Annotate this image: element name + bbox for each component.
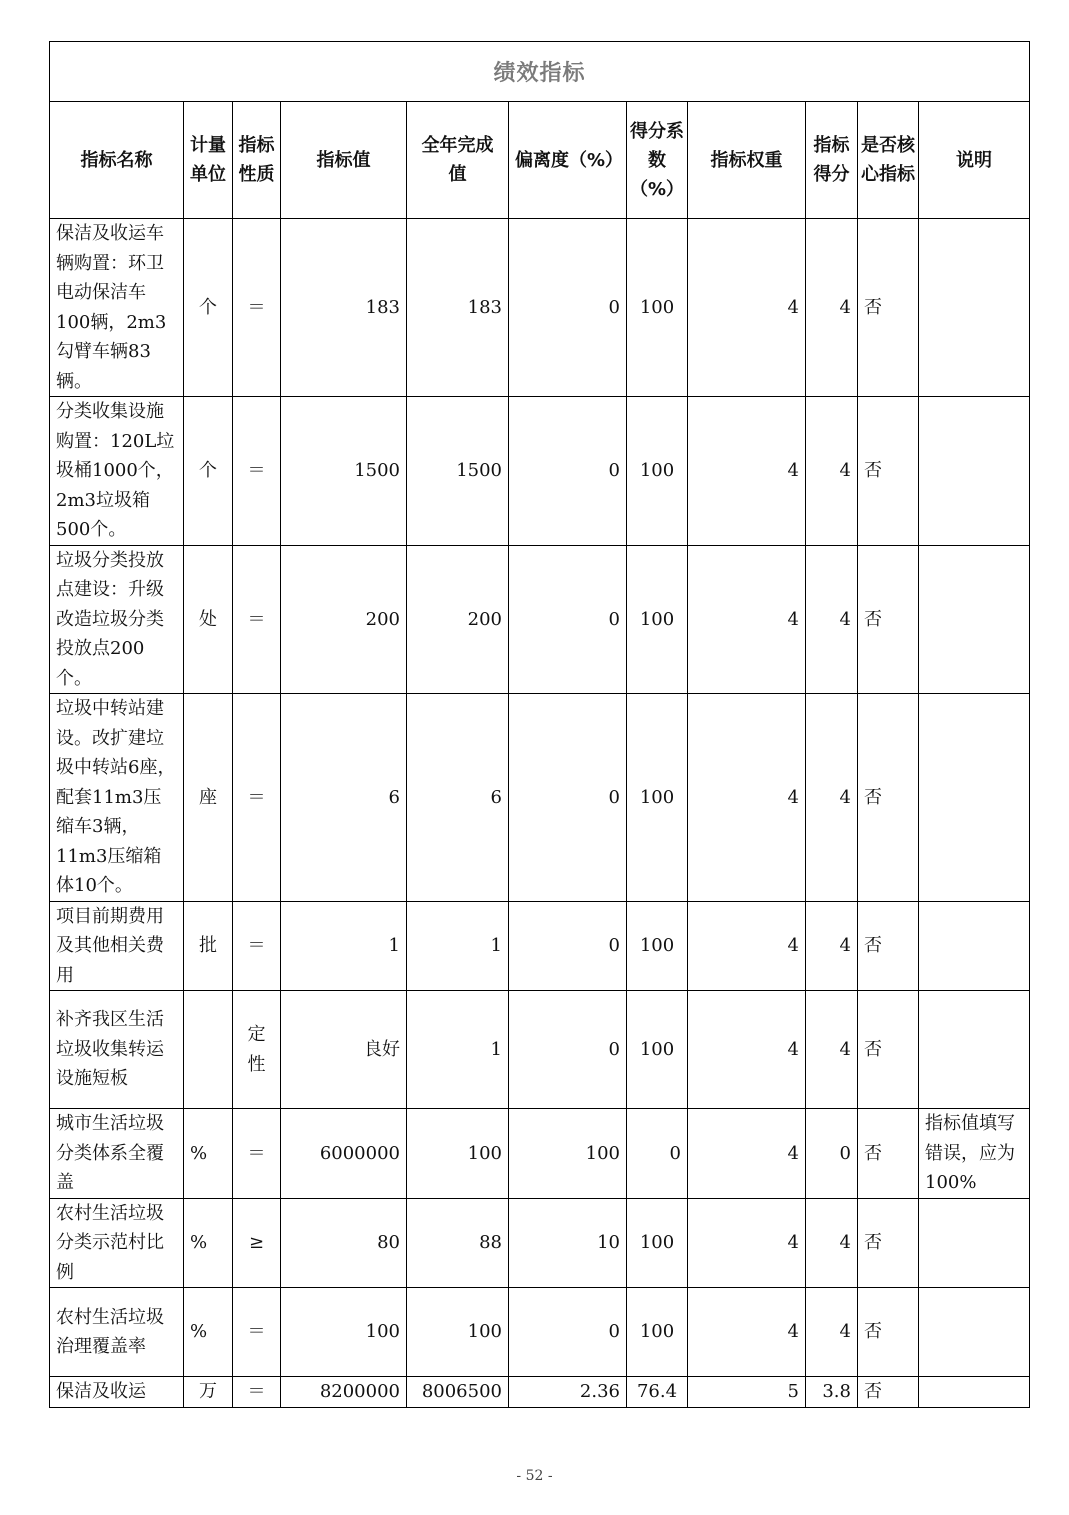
header-note: 说明 bbox=[919, 102, 1030, 219]
cell-actual: 183 bbox=[407, 219, 509, 397]
cell-coef: 100 bbox=[627, 694, 688, 902]
cell-note bbox=[919, 545, 1030, 694]
cell-core: 否 bbox=[858, 694, 919, 902]
cell-core: 否 bbox=[858, 901, 919, 991]
table-row bbox=[50, 1288, 1030, 1377]
cell-deviation: 0 bbox=[509, 694, 627, 902]
cell-unit: 处 bbox=[184, 545, 233, 694]
cell-target: 200 bbox=[281, 545, 407, 694]
cell-actual: 100 bbox=[407, 1109, 509, 1199]
cell-actual: 1500 bbox=[407, 397, 509, 546]
header-core: 是否核心指标 bbox=[858, 102, 919, 219]
cell-unit: % bbox=[184, 1198, 233, 1288]
cell-name: 农村生活垃圾分类示范村比例 bbox=[50, 1198, 184, 1288]
cell-coef: 100 bbox=[627, 219, 688, 397]
cell-target: 100 bbox=[281, 1288, 407, 1377]
cell-score: 4 bbox=[806, 694, 858, 902]
cell-score: 4 bbox=[806, 991, 858, 1109]
cell-weight: 5 bbox=[688, 1377, 806, 1408]
cell-nature: ＝ bbox=[233, 1288, 281, 1377]
cell-note bbox=[919, 1288, 1030, 1377]
header-coef: 得分系数（%） bbox=[627, 102, 688, 219]
header-weight: 指标权重 bbox=[688, 102, 806, 219]
cell-coef: 100 bbox=[627, 991, 688, 1109]
cell-target: 1 bbox=[281, 901, 407, 991]
cell-weight: 4 bbox=[688, 901, 806, 991]
cell-actual: 1 bbox=[407, 991, 509, 1109]
cell-name: 垃圾中转站建设。改扩建垃圾中转站6座，配套11m3压缩车3辆，11m3压缩箱体10个。 bbox=[50, 694, 184, 902]
cell-name: 农村生活垃圾治理覆盖率 bbox=[50, 1288, 184, 1377]
cell-unit: 个 bbox=[184, 397, 233, 546]
cell-actual: 6 bbox=[407, 694, 509, 902]
cell-note bbox=[919, 1377, 1030, 1408]
cell-coef: 100 bbox=[627, 1288, 688, 1377]
cell-note bbox=[919, 1198, 1030, 1288]
cell-core: 否 bbox=[858, 1109, 919, 1199]
cell-unit: 个 bbox=[184, 219, 233, 397]
cell-nature: ＝ bbox=[233, 1109, 281, 1199]
cell-deviation: 0 bbox=[509, 901, 627, 991]
cell-actual: 200 bbox=[407, 545, 509, 694]
page-number: - 52 - bbox=[516, 1468, 553, 1484]
cell-weight: 4 bbox=[688, 1288, 806, 1377]
cell-name: 城市生活垃圾分类体系全覆盖 bbox=[50, 1109, 184, 1199]
table-row bbox=[50, 219, 1030, 397]
cell-score: 4 bbox=[806, 545, 858, 694]
cell-coef: 100 bbox=[627, 901, 688, 991]
table-row bbox=[50, 545, 1030, 694]
cell-target: 6 bbox=[281, 694, 407, 902]
cell-target: 80 bbox=[281, 1198, 407, 1288]
cell-nature: ＝ bbox=[233, 694, 281, 902]
cell-coef: 100 bbox=[627, 1198, 688, 1288]
cell-unit: 座 bbox=[184, 694, 233, 902]
cell-score: 0 bbox=[806, 1109, 858, 1199]
cell-target: 183 bbox=[281, 219, 407, 397]
cell-coef: 100 bbox=[627, 545, 688, 694]
header-unit: 计量单位 bbox=[184, 102, 233, 219]
cell-weight: 4 bbox=[688, 397, 806, 546]
cell-deviation: 10 bbox=[509, 1198, 627, 1288]
table-body bbox=[50, 219, 1030, 1408]
cell-actual: 100 bbox=[407, 1288, 509, 1377]
cell-actual: 8006500 bbox=[407, 1377, 509, 1408]
cell-note: 指标值填写错误，应为100% bbox=[919, 1109, 1030, 1199]
table-row bbox=[50, 1198, 1030, 1288]
cell-deviation: 100 bbox=[509, 1109, 627, 1199]
header-name: 指标名称 bbox=[50, 102, 184, 219]
cell-actual: 88 bbox=[407, 1198, 509, 1288]
cell-weight: 4 bbox=[688, 991, 806, 1109]
cell-unit: % bbox=[184, 1288, 233, 1377]
cell-name: 垃圾分类投放点建设：升级改造垃圾分类投放点200个。 bbox=[50, 545, 184, 694]
header-nature: 指标性质 bbox=[233, 102, 281, 219]
cell-nature: ＝ bbox=[233, 397, 281, 546]
cell-weight: 4 bbox=[688, 545, 806, 694]
cell-note bbox=[919, 397, 1030, 546]
cell-unit: 万 bbox=[184, 1377, 233, 1408]
cell-nature: ＝ bbox=[233, 545, 281, 694]
performance-indicator-table bbox=[49, 41, 1030, 1408]
cell-deviation: 2.36 bbox=[509, 1377, 627, 1408]
cell-unit: % bbox=[184, 1109, 233, 1199]
table-row bbox=[50, 1377, 1030, 1408]
cell-core: 否 bbox=[858, 397, 919, 546]
header-target: 指标值 bbox=[281, 102, 407, 219]
cell-core: 否 bbox=[858, 991, 919, 1109]
cell-deviation: 0 bbox=[509, 1288, 627, 1377]
cell-score: 3.8 bbox=[806, 1377, 858, 1408]
table-row bbox=[50, 991, 1030, 1109]
header-deviation: 偏离度（%） bbox=[509, 102, 627, 219]
table-row bbox=[50, 1109, 1030, 1199]
cell-nature: ≥ bbox=[233, 1198, 281, 1288]
cell-nature: ＝ bbox=[233, 1377, 281, 1408]
cell-note bbox=[919, 901, 1030, 991]
performance-sheet bbox=[49, 41, 1029, 1408]
cell-name: 补齐我区生活垃圾收集转运设施短板 bbox=[50, 991, 184, 1109]
table-row bbox=[50, 694, 1030, 902]
table-row bbox=[50, 397, 1030, 546]
cell-name: 分类收集设施购置：120L垃圾桶1000个，2m3垃圾箱500个。 bbox=[50, 397, 184, 546]
cell-weight: 4 bbox=[688, 694, 806, 902]
cell-target: 6000000 bbox=[281, 1109, 407, 1199]
cell-unit bbox=[184, 991, 233, 1109]
cell-name: 保洁及收运车辆购置：环卫电动保洁车100辆，2m3勾臂车辆83辆。 bbox=[50, 219, 184, 397]
header-actual: 全年完成值 bbox=[407, 102, 509, 219]
cell-coef: 100 bbox=[627, 397, 688, 546]
cell-core: 否 bbox=[858, 545, 919, 694]
cell-weight: 4 bbox=[688, 1109, 806, 1199]
cell-unit: 批 bbox=[184, 901, 233, 991]
cell-score: 4 bbox=[806, 219, 858, 397]
cell-name: 项目前期费用及其他相关费用 bbox=[50, 901, 184, 991]
cell-score: 4 bbox=[806, 1288, 858, 1377]
cell-note bbox=[919, 991, 1030, 1109]
cell-weight: 4 bbox=[688, 1198, 806, 1288]
cell-core: 否 bbox=[858, 1198, 919, 1288]
cell-core: 否 bbox=[858, 1288, 919, 1377]
table-row bbox=[50, 901, 1030, 991]
cell-target: 良好 bbox=[281, 991, 407, 1109]
cell-deviation: 0 bbox=[509, 991, 627, 1109]
table-title: 绩效指标 bbox=[50, 42, 1030, 102]
cell-coef: 0 bbox=[627, 1109, 688, 1199]
header-score: 指标得分 bbox=[806, 102, 858, 219]
cell-nature: ＝ bbox=[233, 219, 281, 397]
cell-deviation: 0 bbox=[509, 397, 627, 546]
cell-score: 4 bbox=[806, 1198, 858, 1288]
cell-score: 4 bbox=[806, 901, 858, 991]
cell-weight: 4 bbox=[688, 219, 806, 397]
cell-note bbox=[919, 694, 1030, 902]
cell-deviation: 0 bbox=[509, 219, 627, 397]
cell-core: 否 bbox=[858, 1377, 919, 1408]
cell-target: 8200000 bbox=[281, 1377, 407, 1408]
cell-core: 否 bbox=[858, 219, 919, 397]
cell-actual: 1 bbox=[407, 901, 509, 991]
cell-target: 1500 bbox=[281, 397, 407, 546]
cell-nature: 定性 bbox=[233, 991, 281, 1109]
cell-nature: ＝ bbox=[233, 901, 281, 991]
cell-name: 保洁及收运 bbox=[50, 1377, 184, 1408]
cell-note bbox=[919, 219, 1030, 397]
cell-score: 4 bbox=[806, 397, 858, 546]
cell-deviation: 0 bbox=[509, 545, 627, 694]
cell-coef: 76.4 bbox=[627, 1377, 688, 1408]
